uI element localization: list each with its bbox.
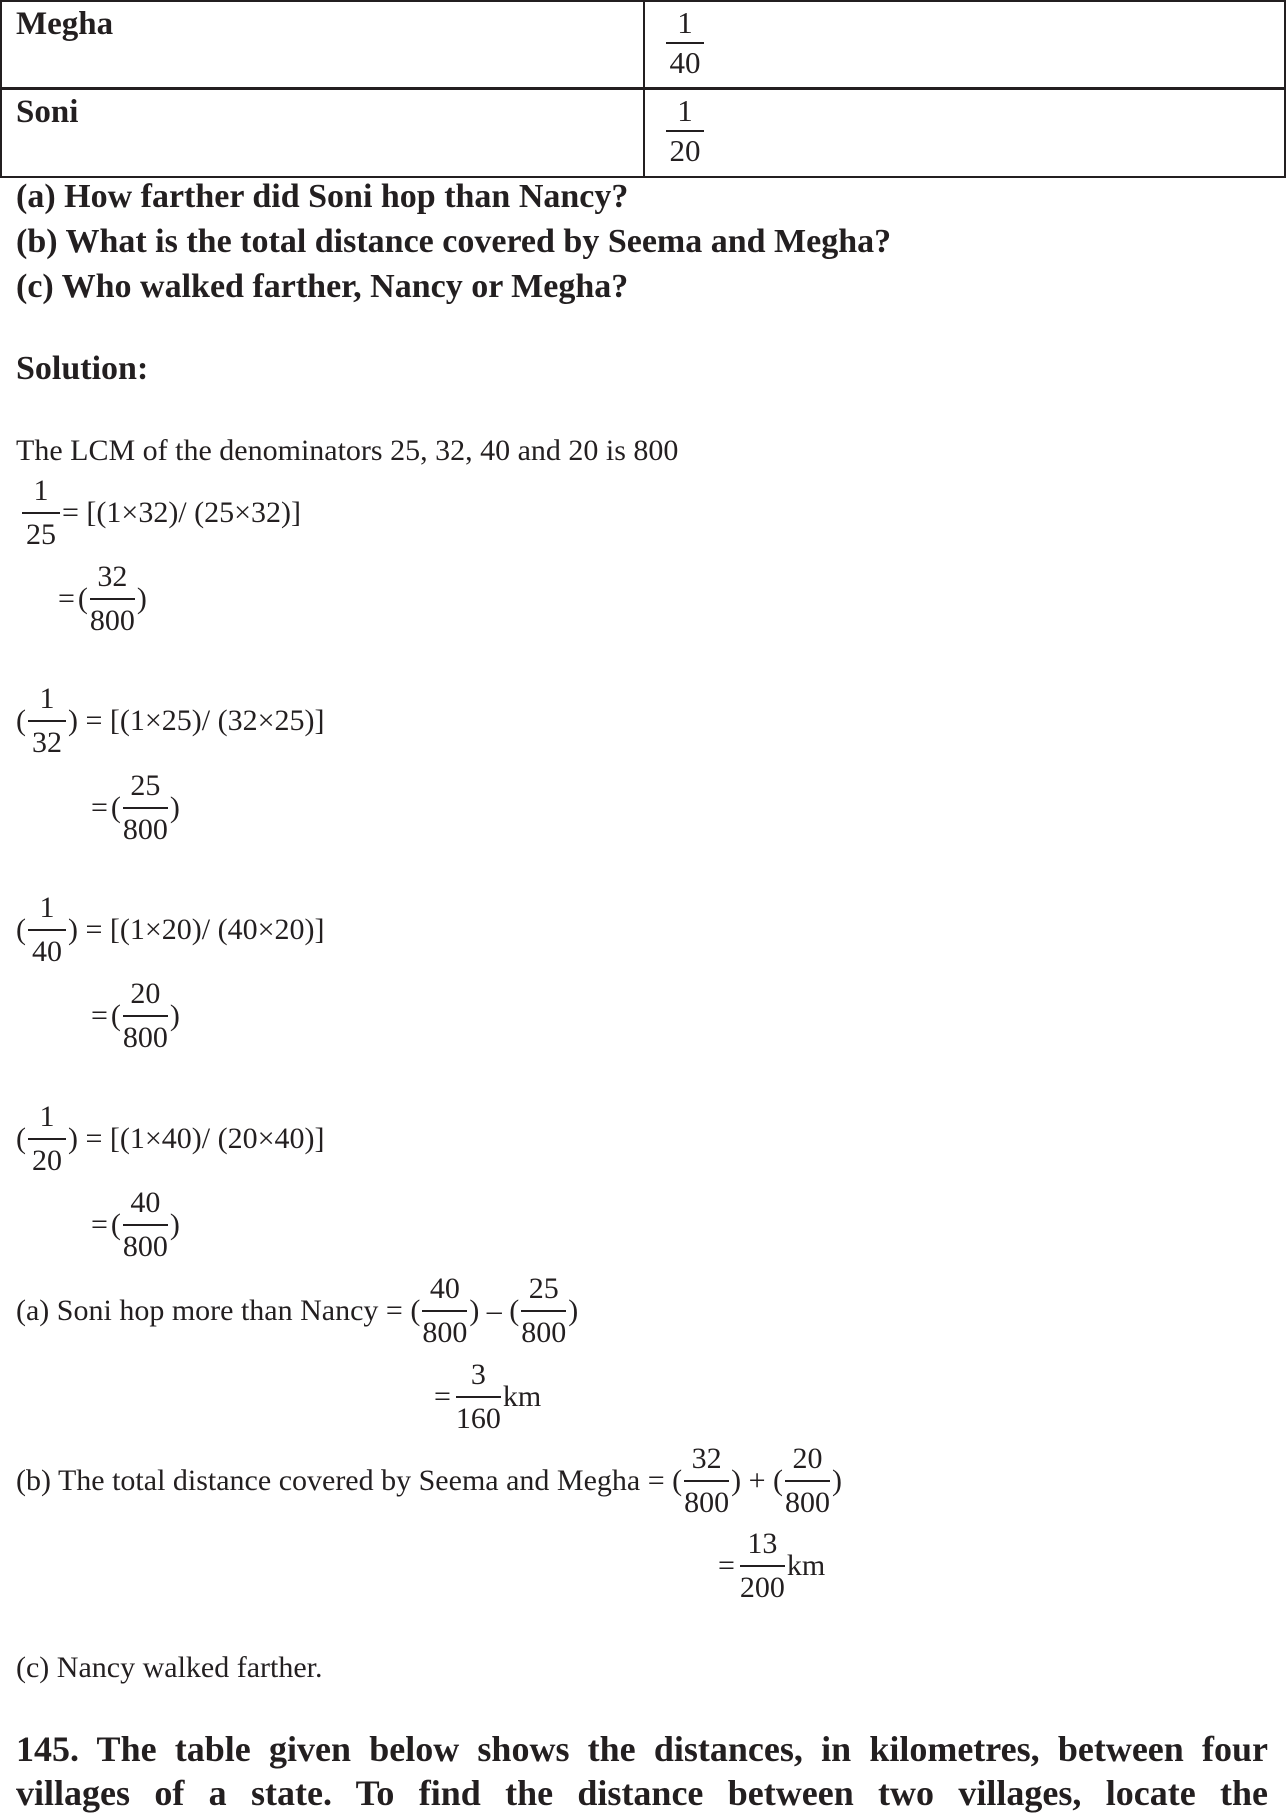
paren: ( [110,1208,121,1241]
fraction [28,1096,66,1182]
step-4-line [16,1093,325,1185]
fraction [28,678,66,764]
paren: ) [169,999,180,1032]
step-2-result [88,762,180,854]
column-divider [643,2,645,176]
fraction [123,765,168,851]
step-4-result [88,1179,180,1271]
fraction [123,1182,168,1268]
unit: km [502,1380,542,1413]
part-b-line [16,1435,842,1527]
part-a-label: (a) Soni hop more than Nancy = ( [16,1294,421,1327]
expression: ) = [(1×40)/ (20×40)] [68,1122,325,1155]
paren: ( [16,704,26,737]
equals: = [91,999,108,1032]
denominator: 20 [669,133,701,168]
numerator: 20 [130,977,161,1010]
unit: km [786,1549,826,1582]
numerator: 32 [691,1442,722,1475]
part-c-line: (c) Nancy walked farther. [16,1651,323,1684]
part-a-result [431,1351,541,1443]
numerator: 13 [747,1527,778,1560]
paren: ( [16,913,26,946]
numerator: 25 [528,1272,559,1305]
paren: ) [169,791,180,824]
paren: ) [832,1464,843,1497]
numerator: 1 [39,1100,55,1133]
paren: ( [16,1122,26,1155]
step-1-result [55,553,147,645]
equals: = [434,1380,451,1413]
step-3-result [88,970,180,1062]
equals: = [91,1208,108,1241]
paren: ( [77,582,88,615]
paren: ) [169,1208,180,1241]
fraction [90,556,135,642]
part-a-line [16,1265,578,1357]
step-3-line [16,884,325,976]
fraction [422,1268,467,1354]
denominator: 800 [122,1230,168,1263]
paren: ( [110,999,121,1032]
fraction [28,887,66,973]
question-b: (b) What is the total distance covered by Seema and Megha? [16,223,892,260]
numerator: 20 [792,1442,823,1475]
denominator: 40 [669,45,701,80]
question-145-line-2: villages of a state. To find the distance between two villages, locate the [16,1773,1268,1813]
denominator: 800 [684,1486,730,1519]
numerator: 40 [130,1186,161,1219]
fraction [123,973,168,1059]
denominator: 20 [32,1144,62,1177]
fraction-cell [666,4,704,82]
numerator: 32 [97,560,128,593]
question-c: (c) Who walked farther, Nancy or Megha? [16,268,629,305]
denominator: 800 [122,1021,168,1054]
equals: = [91,791,108,824]
step-1-line [20,467,301,559]
paren: ) [136,582,147,615]
solution-heading: Solution: [16,350,149,387]
equals: = [58,582,75,615]
numerator: 1 [677,5,693,40]
numerator: 1 [39,891,55,924]
question-a: (a) How farther did Soni hop than Nancy? [16,178,629,215]
name-cell: Soni [16,94,79,130]
fraction [521,1268,566,1354]
equals: = [718,1549,735,1582]
question-145-line-1: 145. The table given below shows the distances, in kilometres, between four [16,1729,1268,1769]
numerator: 3 [470,1358,486,1391]
paren: ) [568,1294,579,1327]
denominator: 800 [521,1316,567,1349]
fraction [684,1438,729,1524]
denominator: 160 [455,1402,501,1435]
numerator: 1 [33,474,49,507]
fraction [740,1523,785,1609]
expression: = [(1×32)/ (25×32)] [62,496,302,529]
denominator: 200 [739,1571,785,1604]
denominator: 800 [422,1316,468,1349]
expression: ) = [(1×20)/ (40×20)] [68,913,325,946]
fraction-cell [666,92,704,170]
part-b-label: (b) The total distance covered by Seema and Megha = ( [16,1464,683,1497]
lcm-line: The LCM of the denominators 25, 32, 40 and 20 is 800 [16,434,679,467]
numerator: 40 [429,1272,460,1305]
fraction [456,1354,501,1440]
fraction [22,470,60,556]
numerator: 1 [39,682,55,715]
denominator: 25 [26,518,56,551]
denominator: 800 [122,813,168,846]
denominator: 32 [32,726,62,759]
denominator: 40 [32,935,62,968]
fraction [785,1438,830,1524]
numerator: 25 [130,769,161,802]
denominator: 800 [785,1486,831,1519]
distance-table [0,0,1286,178]
operator: ) + ( [731,1464,784,1497]
expression: ) = [(1×25)/ (32×25)] [68,704,325,737]
name-cell: Megha [16,6,114,42]
numerator: 1 [677,93,693,128]
denominator: 800 [89,604,135,637]
part-b-result [715,1520,825,1612]
step-2-line [16,675,325,767]
operator: ) – ( [469,1294,520,1327]
paren: ( [110,791,121,824]
